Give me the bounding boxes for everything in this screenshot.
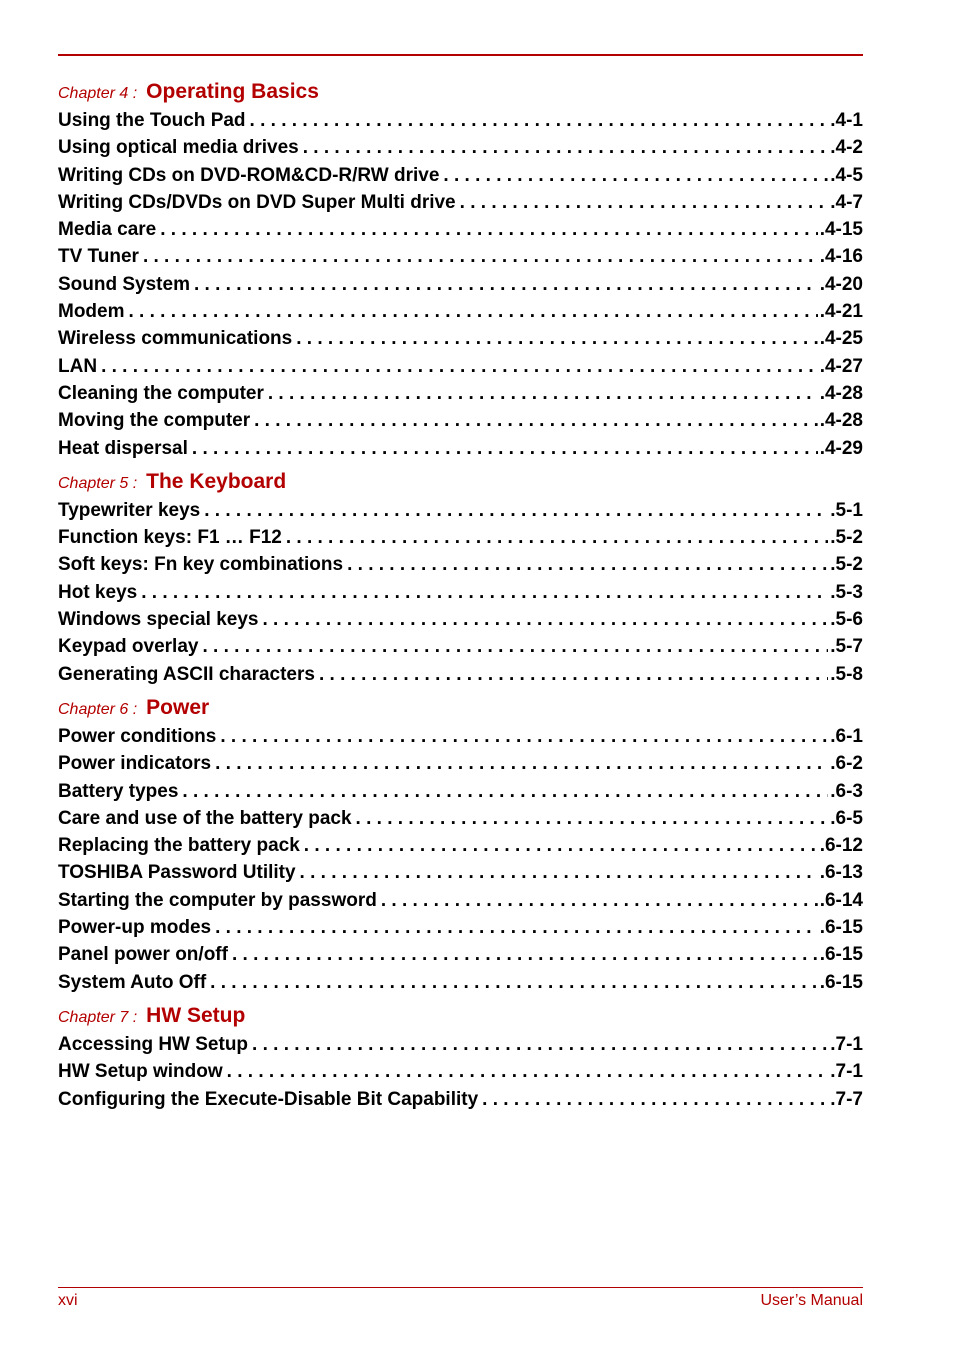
- entry-page: .6-15: [819, 917, 863, 939]
- entry-page: .4-28: [819, 410, 863, 432]
- dot-leader: [303, 134, 829, 161]
- toc-entry[interactable]: [58, 969, 863, 996]
- dot-leader: [182, 778, 828, 805]
- toc-entry[interactable]: [58, 778, 863, 805]
- toc-entry[interactable]: [58, 1086, 863, 1113]
- chapter-prefix: Chapter 5 :: [58, 474, 138, 492]
- dot-leader: [296, 325, 817, 352]
- entry-title: Using the Touch Pad: [58, 110, 246, 131]
- footer-rule: [58, 1287, 863, 1288]
- chapter-prefix: Chapter 6 :: [58, 700, 138, 718]
- toc-entry[interactable]: [58, 524, 863, 551]
- dot-leader: [460, 189, 829, 216]
- entry-title: Using optical media drives: [58, 137, 299, 159]
- entry-title: Power-up modes: [58, 917, 212, 939]
- entry-page: .6-3: [830, 780, 863, 802]
- entry-title: LAN: [58, 355, 98, 377]
- chapter-title: Operating Basics: [146, 80, 319, 103]
- toc-entry[interactable]: [58, 380, 863, 407]
- entry-page: .4-21: [819, 301, 863, 323]
- entry-page: .6-14: [819, 889, 863, 911]
- entry-page: .5-3: [830, 581, 863, 603]
- dot-leader: [194, 271, 818, 298]
- toc-entry[interactable]: [58, 723, 863, 750]
- dot-leader: [215, 914, 818, 941]
- dot-leader: [254, 407, 818, 434]
- dot-leader: [304, 832, 818, 859]
- chapter-heading: [58, 80, 863, 107]
- entry-page: .4-15: [819, 219, 863, 241]
- dot-leader: [143, 243, 818, 270]
- entry-page: .5-2: [830, 554, 863, 576]
- entry-page: .6-5: [830, 807, 863, 829]
- entry-page: .5-2: [830, 527, 863, 549]
- entry-page: .7-1: [830, 1033, 863, 1055]
- page-number: xvi: [58, 1292, 78, 1309]
- toc-entry[interactable]: [58, 189, 863, 216]
- entry-page: .4-2: [830, 137, 863, 159]
- entry-title: Care and use of the battery pack: [58, 807, 352, 829]
- dot-leader: [210, 969, 818, 996]
- toc-entry[interactable]: [58, 606, 863, 633]
- entry-title: Modem: [58, 301, 125, 323]
- toc-entry[interactable]: [58, 325, 863, 352]
- dot-leader: [227, 1058, 829, 1085]
- entry-title: Writing CDs/DVDs on DVD Super Multi drive: [58, 191, 456, 213]
- toc-entry[interactable]: [58, 243, 863, 270]
- entry-page: .4-29: [819, 437, 863, 459]
- entry-page: .7-1: [830, 1061, 863, 1083]
- entry-title: System Auto Off: [58, 971, 207, 993]
- toc-entry[interactable]: [58, 435, 863, 462]
- chapter-heading: [58, 696, 863, 723]
- entry-title: Writing CDs on DVD-ROM&CD-R/RW drive: [58, 164, 440, 186]
- entry-title: Soft keys: Fn key combinations: [58, 554, 344, 576]
- chapter-title: HW Setup: [146, 1003, 246, 1027]
- toc-entry[interactable]: [58, 1031, 863, 1058]
- entry-page: .4-28: [819, 382, 863, 404]
- entry-title: HW Setup window: [58, 1061, 223, 1083]
- chapter-title: The Keyboard: [146, 469, 287, 493]
- entry-title: Panel power on/off: [58, 944, 228, 966]
- table-of-contents: [58, 80, 863, 1113]
- dot-leader: [204, 497, 828, 524]
- dot-leader: [141, 579, 828, 606]
- chapter-7: [58, 1004, 863, 1113]
- toc-entry[interactable]: [58, 633, 863, 660]
- entry-page: .6-13: [819, 862, 863, 884]
- entry-page: .5-7: [830, 636, 863, 658]
- entry-title: Heat dispersal: [58, 437, 188, 459]
- dot-leader: [129, 298, 818, 325]
- dot-leader: [381, 887, 818, 914]
- dot-leader: [160, 216, 817, 243]
- dot-leader: [262, 606, 828, 633]
- chapter-prefix: Chapter 7 :: [58, 1008, 138, 1026]
- dot-leader: [252, 1031, 828, 1058]
- toc-entry[interactable]: [58, 859, 863, 886]
- toc-entry[interactable]: [58, 271, 863, 298]
- entry-page: .4-5: [830, 164, 863, 186]
- entry-title: Configuring the Execute-Disable Bit Capability: [58, 1088, 479, 1110]
- dot-leader: [101, 353, 818, 380]
- dot-leader: [220, 723, 828, 750]
- toc-entry[interactable]: [58, 497, 863, 524]
- entry-page: .4-1: [830, 110, 863, 131]
- dot-leader: [300, 859, 818, 886]
- chapter-prefix: Chapter 4 :: [58, 85, 138, 102]
- dot-leader: [482, 1086, 828, 1113]
- entry-title: Function keys: F1 … F12: [58, 527, 282, 549]
- toc-entry[interactable]: [58, 579, 863, 606]
- entry-title: TOSHIBA Password Utility: [58, 862, 296, 884]
- entry-page: .6-1: [830, 725, 863, 747]
- entry-page: .4-27: [819, 355, 863, 377]
- entry-page: .4-20: [819, 273, 863, 295]
- toc-entry[interactable]: [58, 162, 863, 189]
- entry-page: .6-2: [830, 753, 863, 775]
- dot-leader: [215, 750, 828, 777]
- entry-title: Cleaning the computer: [58, 382, 264, 404]
- entry-title: Windows special keys: [58, 609, 259, 631]
- toc-entry[interactable]: [58, 216, 863, 243]
- entry-page: .6-15: [819, 971, 863, 993]
- manual-name: User’s Manual: [760, 1292, 863, 1309]
- entry-title: Moving the computer: [58, 410, 251, 432]
- toc-entry[interactable]: [58, 407, 863, 434]
- dot-leader: [443, 162, 828, 189]
- entry-page: .6-15: [819, 944, 863, 966]
- entry-title: Starting the computer by password: [58, 889, 377, 911]
- chapter-title: Power: [146, 695, 210, 719]
- toc-entry[interactable]: [58, 750, 863, 777]
- dot-leader: [319, 661, 828, 688]
- entry-title: TV Tuner: [58, 246, 139, 268]
- entry-title: Power indicators: [58, 753, 212, 775]
- entry-page: .5-8: [830, 663, 863, 685]
- dot-leader: [347, 551, 828, 578]
- toc-entry[interactable]: [58, 832, 863, 859]
- entry-page: .7-7: [830, 1088, 863, 1110]
- dot-leader: [356, 805, 829, 832]
- entry-page: .6-12: [819, 835, 863, 857]
- chapter-5: [58, 470, 863, 688]
- entry-title: Media care: [58, 219, 157, 241]
- entry-page: .4-7: [830, 191, 863, 213]
- toc-entry[interactable]: [58, 661, 863, 688]
- entry-title: Keypad overlay: [58, 636, 199, 658]
- entry-page: .5-6: [830, 609, 863, 631]
- dot-leader: [202, 633, 828, 660]
- toc-entry[interactable]: [58, 805, 863, 832]
- entry-title: Hot keys: [58, 581, 138, 603]
- entry-page: .5-1: [830, 499, 863, 521]
- entry-title: Power conditions: [58, 725, 217, 747]
- dot-leader: [286, 524, 828, 551]
- entry-title: Replacing the battery pack: [58, 835, 300, 857]
- chapter-6: [58, 696, 863, 996]
- dot-leader: [250, 107, 829, 134]
- toc-entry[interactable]: [58, 1058, 863, 1085]
- toc-entry[interactable]: [58, 134, 863, 161]
- toc-entry[interactable]: [58, 941, 863, 968]
- dot-leader: [192, 435, 818, 462]
- toc-entry[interactable]: [58, 353, 863, 380]
- entry-title: Accessing HW Setup: [58, 1033, 249, 1055]
- entry-title: Sound System: [58, 273, 190, 295]
- entry-page: .4-16: [819, 246, 863, 268]
- page-footer: [58, 1292, 863, 1310]
- toc-entry[interactable]: [58, 551, 863, 578]
- header-rule: [58, 54, 863, 56]
- entry-title: Battery types: [58, 780, 179, 802]
- dot-leader: [232, 941, 818, 968]
- chapter-heading: [58, 470, 863, 497]
- entry-page: .4-25: [819, 328, 863, 350]
- entry-title: Typewriter keys: [58, 499, 201, 521]
- toc-entry[interactable]: [58, 107, 863, 134]
- entry-title: Generating ASCII characters: [58, 663, 315, 685]
- chapter-heading: [58, 1004, 863, 1031]
- toc-entry[interactable]: [58, 914, 863, 941]
- entry-title: Wireless communications: [58, 328, 293, 350]
- toc-entry[interactable]: [58, 887, 863, 914]
- toc-entry[interactable]: [58, 298, 863, 325]
- dot-leader: [268, 380, 818, 407]
- chapter-4: [58, 80, 863, 462]
